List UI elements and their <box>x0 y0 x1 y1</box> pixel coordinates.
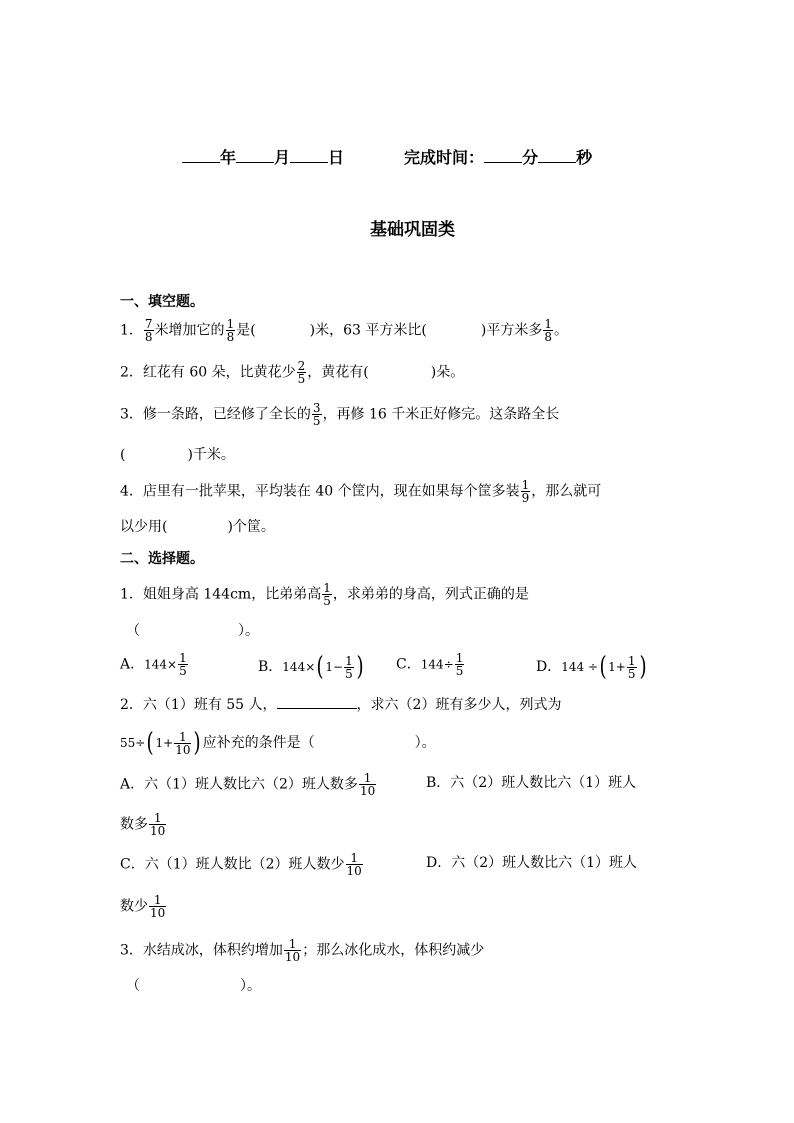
year-blank <box>182 148 220 163</box>
section-heading-fill-blank: 一、填空题。 <box>120 294 204 310</box>
question-2-1: 1．姐姐身高 144cm，比弟弟高 $\frac{1}{5}$ ，求弟弟的身高，列式正确的是 <box>120 581 529 608</box>
date-time-header <box>182 147 592 169</box>
section-heading-choice: 二、选择题。 <box>120 551 204 567</box>
fraction: $\frac{1}{9}$ <box>521 478 530 505</box>
page-title: 基础巩固类 <box>370 220 455 240</box>
day-label: 日 <box>328 148 345 167</box>
question-2-2-expr: 55÷( 1+ $\frac{1}{10}$ ) 应补充的条件是（ ）。 <box>120 728 436 758</box>
question-1-4-cont: 以少用( )个筐。 <box>120 519 275 535</box>
option-d[interactable]: D．144 ÷( 1+ $\frac{1}{5}$ ) <box>536 652 647 682</box>
minute-blank <box>484 148 522 163</box>
question-1-3: 3．修一条路，已经修了全长的 $\frac{3}{5}$ ，再修 16 千米正好修完。这条路全长 <box>120 401 560 428</box>
time-label: 完成时间： <box>404 148 485 167</box>
question-2-1-cont: （ ）。 <box>126 623 259 639</box>
question-2-2-option-d-cont: 数少 $\frac{1}{10}$ <box>120 893 166 920</box>
fraction: $\frac{1}{5}$ <box>323 581 331 608</box>
second-blank <box>538 148 576 163</box>
question-2-2-option-b-cont: 数多 $\frac{1}{10}$ <box>120 811 166 838</box>
fraction: $\frac{3}{5}$ <box>312 401 321 428</box>
option-b[interactable]: B．144×( 1− $\frac{1}{5}$ ) <box>258 652 364 682</box>
question-2-3: 3．水结成冰，体积约增加 $\frac{1}{10}$ ；那么冰化成水，体积约减少 <box>120 937 485 964</box>
fraction: $\frac{1}{10}$ <box>150 893 166 920</box>
minute-label: 分 <box>522 148 539 167</box>
second-label: 秒 <box>576 148 593 167</box>
question-2-2: 2．六（1）班有 55 人， ，求六（2）班有多少人，列式为 <box>120 694 561 716</box>
option-c[interactable]: C．六（1）班人数比（2）班人数少 $\frac{1}{10}$ <box>120 851 362 878</box>
fraction: $\frac{1}{10}$ <box>284 937 301 964</box>
month-label: 月 <box>274 148 291 167</box>
option-a[interactable]: A．六（1）班人数比六（2）班人数多 $\frac{1}{10}$ <box>120 771 376 798</box>
condition-blank[interactable] <box>277 694 357 709</box>
fraction: $\frac{2}{5}$ <box>297 359 306 386</box>
fraction: $\frac{1}{8}$ <box>226 317 235 344</box>
option-c[interactable]: C．144÷ $\frac{1}{5}$ <box>396 651 464 678</box>
fraction: $\frac{1}{10}$ <box>150 811 166 838</box>
question-1-1: 1． $\frac{7}{8}$ 米增加它的 $\frac{1}{8}$ 是( )米，63 平方米比( )平方米多 $\frac{1}{8}$ 。 <box>120 317 568 344</box>
option-a[interactable]: A．144× $\frac{1}{5}$ <box>120 651 187 678</box>
month-blank <box>236 148 274 163</box>
fraction: $\frac{1}{8}$ <box>544 317 552 344</box>
question-1-3-cont: ( )千米。 <box>120 447 235 463</box>
year-label: 年 <box>220 148 237 167</box>
fraction: $\frac{1}{10}$ <box>175 729 191 757</box>
question-1-2: 2．红花有 60 朵，比黄花少 $\frac{2}{5}$ ，黄花有( )朵。 <box>120 359 465 386</box>
option-d[interactable]: D．六（2）班人数比六（1）班人 <box>426 855 638 871</box>
question-2-3-cont: （ ）。 <box>126 978 261 994</box>
option-b[interactable]: B．六（2）班人数比六（1）班人 <box>426 775 637 791</box>
day-blank <box>290 148 328 163</box>
fraction: $\frac{7}{8}$ <box>144 317 153 344</box>
question-1-4: 4．店里有一批苹果，平均装在 40 个筐内，现在如果每个筐多装 $\frac{1}{9}$ ，那么就可 <box>120 478 602 505</box>
